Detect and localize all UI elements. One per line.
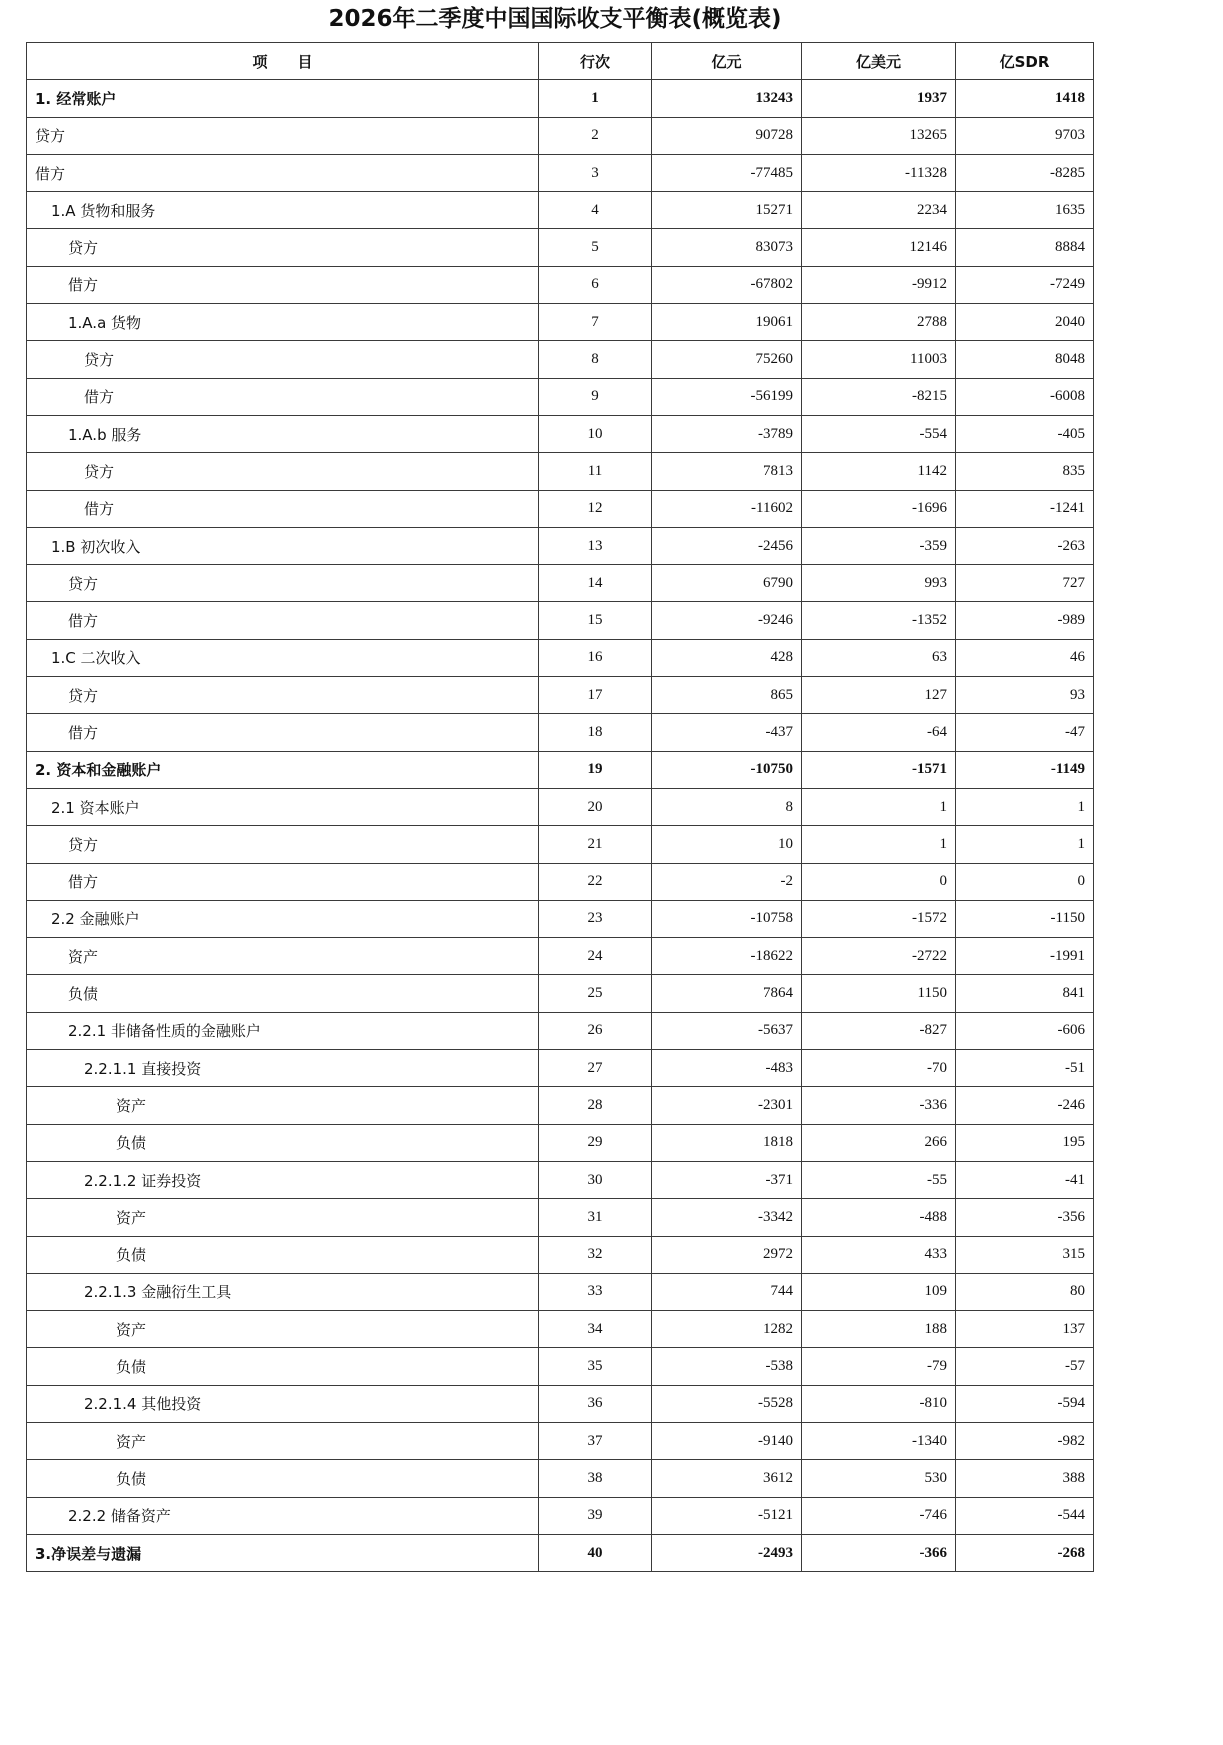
usd-cell: 11003 [802,341,956,378]
item-cell: 1.B 初次收入 [27,527,539,564]
row-number-cell: 23 [539,900,652,937]
item-cell: 1. 经常账户 [27,80,539,117]
item-cell: 1.A.a 货物 [27,304,539,341]
table-row [27,1087,1094,1124]
table-row [27,938,1094,975]
table-row [27,1161,1094,1198]
row-number-cell: 26 [539,1012,652,1049]
sdr-cell: -263 [956,527,1094,564]
item-cell: 1.A.b 服务 [27,415,539,452]
row-number-cell: 19 [539,751,652,788]
item-cell: 2.2.1 非储备性质的金融账户 [27,1012,539,1049]
item-cell: 贷方 [27,453,539,490]
sdr-cell: -51 [956,1050,1094,1087]
item-cell: 资产 [27,938,539,975]
cny-cell: -56199 [652,378,802,415]
item-cell: 3.净误差与遗漏 [27,1534,539,1571]
usd-cell: -810 [802,1385,956,1422]
table-row [27,1422,1094,1459]
row-number-cell: 11 [539,453,652,490]
table-row [27,1385,1094,1422]
table-row [27,490,1094,527]
row-number-cell: 38 [539,1460,652,1497]
row-number-cell: 27 [539,1050,652,1087]
cny-cell: 1282 [652,1311,802,1348]
table-row [27,527,1094,564]
table-row [27,714,1094,751]
item-cell: 2.2.1.4 其他投资 [27,1385,539,1422]
item-cell: 资产 [27,1422,539,1459]
cny-cell: -77485 [652,154,802,191]
sdr-cell: 388 [956,1460,1094,1497]
usd-cell: -488 [802,1199,956,1236]
cny-cell: 6790 [652,565,802,602]
usd-cell: -64 [802,714,956,751]
cny-cell: -11602 [652,490,802,527]
table-row [27,900,1094,937]
header-cny: 亿元 [652,43,802,80]
header-item: 项 目 [27,43,539,80]
sdr-cell: 315 [956,1236,1094,1273]
usd-cell: 13265 [802,117,956,154]
item-cell: 借方 [27,154,539,191]
row-number-cell: 18 [539,714,652,751]
row-number-cell: 13 [539,527,652,564]
row-number-cell: 2 [539,117,652,154]
usd-cell: -554 [802,415,956,452]
sdr-cell: 8048 [956,341,1094,378]
row-number-cell: 7 [539,304,652,341]
table-row [27,1273,1094,1310]
row-number-cell: 35 [539,1348,652,1385]
cny-cell: 83073 [652,229,802,266]
item-cell: 借方 [27,863,539,900]
usd-cell: -1352 [802,602,956,639]
usd-cell: -70 [802,1050,956,1087]
item-cell: 2.1 资本账户 [27,788,539,825]
sdr-cell: -356 [956,1199,1094,1236]
row-number-cell: 30 [539,1161,652,1198]
usd-cell: 2788 [802,304,956,341]
row-number-cell: 10 [539,415,652,452]
sdr-cell: -246 [956,1087,1094,1124]
usd-cell: -1572 [802,900,956,937]
table-row [27,341,1094,378]
cny-cell: -5121 [652,1497,802,1534]
row-number-cell: 40 [539,1534,652,1571]
table-row [27,826,1094,863]
sdr-cell: 1635 [956,192,1094,229]
table-row [27,639,1094,676]
row-number-cell: 25 [539,975,652,1012]
usd-cell: 266 [802,1124,956,1161]
cny-cell: 7813 [652,453,802,490]
cny-cell: -3789 [652,415,802,452]
row-number-cell: 31 [539,1199,652,1236]
table-row [27,975,1094,1012]
usd-cell: 2234 [802,192,956,229]
row-number-cell: 14 [539,565,652,602]
row-number-cell: 1 [539,80,652,117]
item-cell: 负债 [27,1124,539,1161]
sdr-cell: 835 [956,453,1094,490]
item-cell: 贷方 [27,677,539,714]
cny-cell: -483 [652,1050,802,1087]
usd-cell: 188 [802,1311,956,1348]
row-number-cell: 8 [539,341,652,378]
sdr-cell: 1 [956,788,1094,825]
usd-cell: 433 [802,1236,956,1273]
row-number-cell: 24 [539,938,652,975]
sdr-cell: 1418 [956,80,1094,117]
table-row [27,154,1094,191]
row-number-cell: 32 [539,1236,652,1273]
cny-cell: 13243 [652,80,802,117]
cny-cell: 2972 [652,1236,802,1273]
row-number-cell: 36 [539,1385,652,1422]
item-cell: 负债 [27,975,539,1012]
cny-cell: 865 [652,677,802,714]
header-sdr: 亿SDR [956,43,1094,80]
sdr-cell: -1150 [956,900,1094,937]
usd-cell: 1 [802,788,956,825]
cny-cell: 15271 [652,192,802,229]
table-row [27,863,1094,900]
sdr-cell: -1241 [956,490,1094,527]
cny-cell: -371 [652,1161,802,1198]
sdr-cell: 93 [956,677,1094,714]
table-row [27,1311,1094,1348]
sdr-cell: 0 [956,863,1094,900]
usd-cell: -746 [802,1497,956,1534]
row-number-cell: 12 [539,490,652,527]
item-cell: 借方 [27,714,539,751]
cny-cell: 1818 [652,1124,802,1161]
cny-cell: -5528 [652,1385,802,1422]
sdr-cell: -8285 [956,154,1094,191]
table-row [27,1124,1094,1161]
usd-cell: -11328 [802,154,956,191]
usd-cell: -55 [802,1161,956,1198]
table-row [27,1199,1094,1236]
usd-cell: 1150 [802,975,956,1012]
sdr-cell: -405 [956,415,1094,452]
row-number-cell: 22 [539,863,652,900]
table-row [27,1050,1094,1087]
item-cell: 2.2.2 储备资产 [27,1497,539,1534]
table-row [27,304,1094,341]
usd-cell: 993 [802,565,956,602]
cny-cell: 744 [652,1273,802,1310]
usd-cell: 109 [802,1273,956,1310]
item-cell: 借方 [27,266,539,303]
cny-cell: -2 [652,863,802,900]
sdr-cell: 195 [956,1124,1094,1161]
row-number-cell: 29 [539,1124,652,1161]
item-cell: 1.A 货物和服务 [27,192,539,229]
usd-cell: 1937 [802,80,956,117]
table-row [27,1497,1094,1534]
item-cell: 2.2.1.2 证券投资 [27,1161,539,1198]
cny-cell: -18622 [652,938,802,975]
sdr-cell: -1149 [956,751,1094,788]
table-row [27,266,1094,303]
usd-cell: -79 [802,1348,956,1385]
cny-cell: -9140 [652,1422,802,1459]
sdr-cell: 727 [956,565,1094,602]
cny-cell: -2493 [652,1534,802,1571]
cny-cell: -5637 [652,1012,802,1049]
cny-cell: -10750 [652,751,802,788]
sdr-cell: 841 [956,975,1094,1012]
cny-cell: -2301 [652,1087,802,1124]
item-cell: 贷方 [27,341,539,378]
item-cell: 资产 [27,1311,539,1348]
item-cell: 2. 资本和金融账户 [27,751,539,788]
item-cell: 2.2 金融账户 [27,900,539,937]
sdr-cell: -41 [956,1161,1094,1198]
header-usd: 亿美元 [802,43,956,80]
table-row [27,788,1094,825]
row-number-cell: 34 [539,1311,652,1348]
item-cell: 资产 [27,1199,539,1236]
table-row [27,453,1094,490]
item-cell: 负债 [27,1236,539,1273]
page-title: 2026年二季度中国国际收支平衡表(概览表) [328,6,782,32]
cny-cell: 75260 [652,341,802,378]
sdr-cell: 80 [956,1273,1094,1310]
item-cell: 1.C 二次收入 [27,639,539,676]
usd-cell: -359 [802,527,956,564]
table-row [27,1534,1094,1571]
sdr-cell: 46 [956,639,1094,676]
row-number-cell: 39 [539,1497,652,1534]
item-cell: 贷方 [27,565,539,602]
cny-cell: 428 [652,639,802,676]
row-number-cell: 4 [539,192,652,229]
cny-cell: -437 [652,714,802,751]
cny-cell: -9246 [652,602,802,639]
usd-cell: -366 [802,1534,956,1571]
usd-cell: 1142 [802,453,956,490]
usd-cell: -1340 [802,1422,956,1459]
row-number-cell: 16 [539,639,652,676]
sdr-cell: -268 [956,1534,1094,1571]
usd-cell: -827 [802,1012,956,1049]
balance-of-payments-table [26,42,1094,1572]
usd-cell: -1571 [802,751,956,788]
usd-cell: -8215 [802,378,956,415]
cny-cell: -538 [652,1348,802,1385]
usd-cell: 1 [802,826,956,863]
cny-cell: -67802 [652,266,802,303]
sdr-cell: 1 [956,826,1094,863]
item-cell: 借方 [27,378,539,415]
cny-cell: 3612 [652,1460,802,1497]
sdr-cell: -982 [956,1422,1094,1459]
row-number-cell: 17 [539,677,652,714]
table-row [27,1236,1094,1273]
table-row [27,192,1094,229]
cny-cell: 10 [652,826,802,863]
usd-cell: 12146 [802,229,956,266]
table-row [27,751,1094,788]
row-number-cell: 37 [539,1422,652,1459]
sdr-cell: -544 [956,1497,1094,1534]
cny-cell: -3342 [652,1199,802,1236]
table-row [27,229,1094,266]
row-number-cell: 6 [539,266,652,303]
row-number-cell: 9 [539,378,652,415]
table-row [27,117,1094,154]
sdr-cell: -1991 [956,938,1094,975]
sdr-cell: 2040 [956,304,1094,341]
header-row [27,43,1094,80]
row-number-cell: 28 [539,1087,652,1124]
table-row [27,80,1094,117]
sdr-cell: 137 [956,1311,1094,1348]
cny-cell: 8 [652,788,802,825]
item-cell: 借方 [27,490,539,527]
sdr-cell: -7249 [956,266,1094,303]
table-row [27,1012,1094,1049]
usd-cell: -9912 [802,266,956,303]
cny-cell: 90728 [652,117,802,154]
table-row [27,677,1094,714]
item-cell: 借方 [27,602,539,639]
sdr-cell: -594 [956,1385,1094,1422]
row-number-cell: 20 [539,788,652,825]
item-cell: 负债 [27,1460,539,1497]
cny-cell: -10758 [652,900,802,937]
sdr-cell: -6008 [956,378,1094,415]
item-cell: 贷方 [27,229,539,266]
usd-cell: -336 [802,1087,956,1124]
sdr-cell: -57 [956,1348,1094,1385]
sdr-cell: 8884 [956,229,1094,266]
usd-cell: 63 [802,639,956,676]
cny-cell: -2456 [652,527,802,564]
table-row [27,1348,1094,1385]
usd-cell: 127 [802,677,956,714]
usd-cell: 0 [802,863,956,900]
cny-cell: 7864 [652,975,802,1012]
sdr-cell: 9703 [956,117,1094,154]
item-cell: 贷方 [27,117,539,154]
row-number-cell: 33 [539,1273,652,1310]
table-row [27,565,1094,602]
row-number-cell: 15 [539,602,652,639]
table-row [27,378,1094,415]
table-row [27,602,1094,639]
item-cell: 资产 [27,1087,539,1124]
item-cell: 负债 [27,1348,539,1385]
cny-cell: 19061 [652,304,802,341]
row-number-cell: 3 [539,154,652,191]
sdr-cell: -47 [956,714,1094,751]
row-number-cell: 5 [539,229,652,266]
usd-cell: 530 [802,1460,956,1497]
usd-cell: -1696 [802,490,956,527]
sdr-cell: -606 [956,1012,1094,1049]
sdr-cell: -989 [956,602,1094,639]
table-row [27,415,1094,452]
item-cell: 贷方 [27,826,539,863]
row-number-cell: 21 [539,826,652,863]
table-row [27,1460,1094,1497]
item-cell: 2.2.1.1 直接投资 [27,1050,539,1087]
header-row-number: 行次 [539,43,652,80]
item-cell: 2.2.1.3 金融衍生工具 [27,1273,539,1310]
usd-cell: -2722 [802,938,956,975]
